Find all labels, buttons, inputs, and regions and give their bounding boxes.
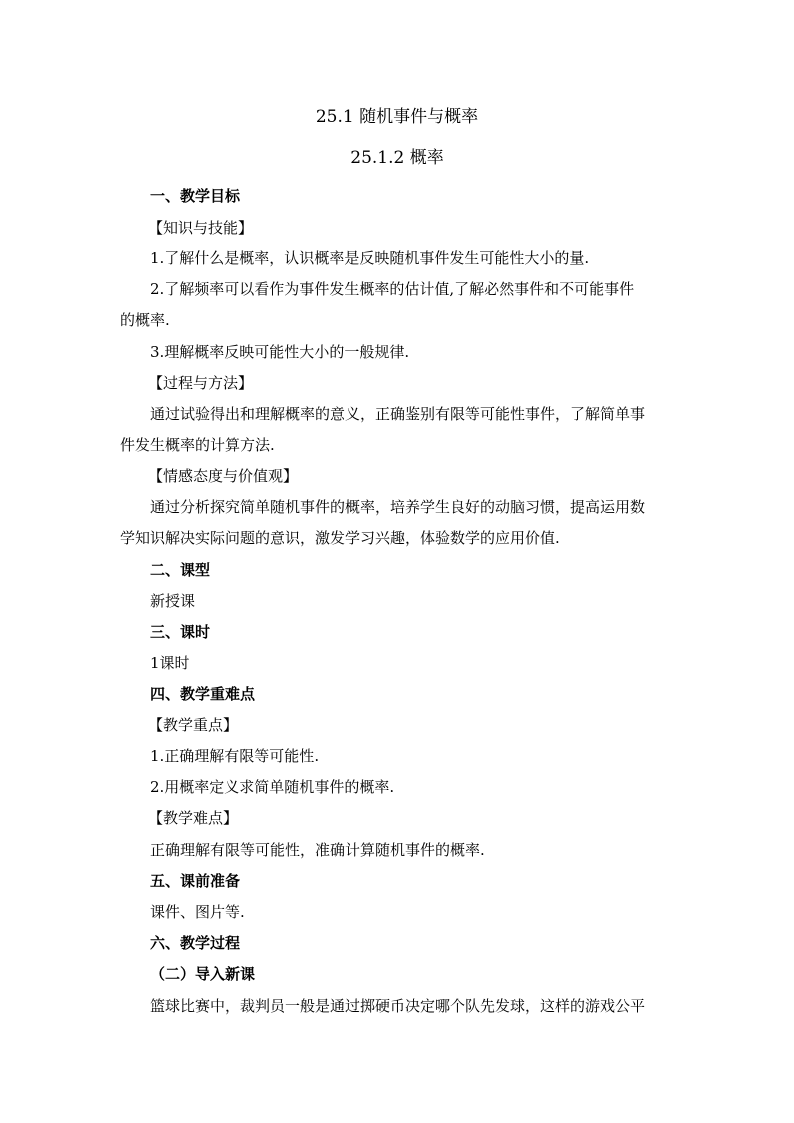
paragraph-line: 学知识解决实际问题的意识，激发学习兴趣，体验数学的应用价值. <box>120 529 560 547</box>
heading-lesson-type: 二、课型 <box>150 561 211 579</box>
heading-teaching-goals: 一、教学目标 <box>150 187 241 205</box>
paragraph-line: 1.正确理解有限等可能性. <box>150 747 320 765</box>
paragraph-line: 篮球比赛中，裁判员一般是通过掷硬币决定哪个队先发球，这样的游戏公平 <box>150 997 646 1015</box>
paragraph-line: 3.理解概率反映可能性大小的一般规律. <box>150 343 410 361</box>
paragraph-line: 1课时 <box>150 654 190 672</box>
section-subtitle: 25.1.2 概率 <box>350 148 444 168</box>
subheading-attitude-values: 【情感态度与价值观】 <box>148 467 299 485</box>
heading-teaching-process: 六、教学过程 <box>150 934 241 952</box>
paragraph-line: 件发生概率的计算方法. <box>120 436 275 454</box>
document-title: 25.1 随机事件与概率 <box>315 107 479 127</box>
heading-key-difficult-points: 四、教学重难点 <box>150 685 256 703</box>
subheading-difficult-points: 【教学难点】 <box>148 809 239 827</box>
subheading-knowledge-skills: 【知识与技能】 <box>148 219 254 237</box>
subheading-key-points: 【教学重点】 <box>148 716 239 734</box>
paragraph-line: 正确理解有限等可能性，准确计算随机事件的概率. <box>150 841 485 859</box>
heading-lesson-hours: 三、课时 <box>150 623 211 641</box>
paragraph-line: 2.用概率定义求简单随机事件的概率. <box>150 778 395 796</box>
paragraph-line: 的概率. <box>120 311 170 329</box>
paragraph-line: 2.了解频率可以看作为事件发生概率的估计值,了解必然事件和不可能事件 <box>150 280 635 298</box>
paragraph-line: 课件、图片等. <box>150 903 245 921</box>
paragraph-line: 1.了解什么是概率，认识概率是反映随机事件发生可能性大小的量. <box>150 249 590 267</box>
paragraph-line: 通过试验得出和理解概率的意义，正确鉴别有限等可能性事件，了解简单事 <box>150 405 646 423</box>
paragraph-line: 通过分析探究简单随机事件的概率，培养学生良好的动脑习惯，提高运用数 <box>150 498 646 516</box>
heading-preparation: 五、课前准备 <box>150 872 241 890</box>
paragraph-line: 新授课 <box>150 592 196 610</box>
subheading-process-methods: 【过程与方法】 <box>148 374 254 392</box>
subheading-introduction: （二）导入新课 <box>150 965 256 983</box>
